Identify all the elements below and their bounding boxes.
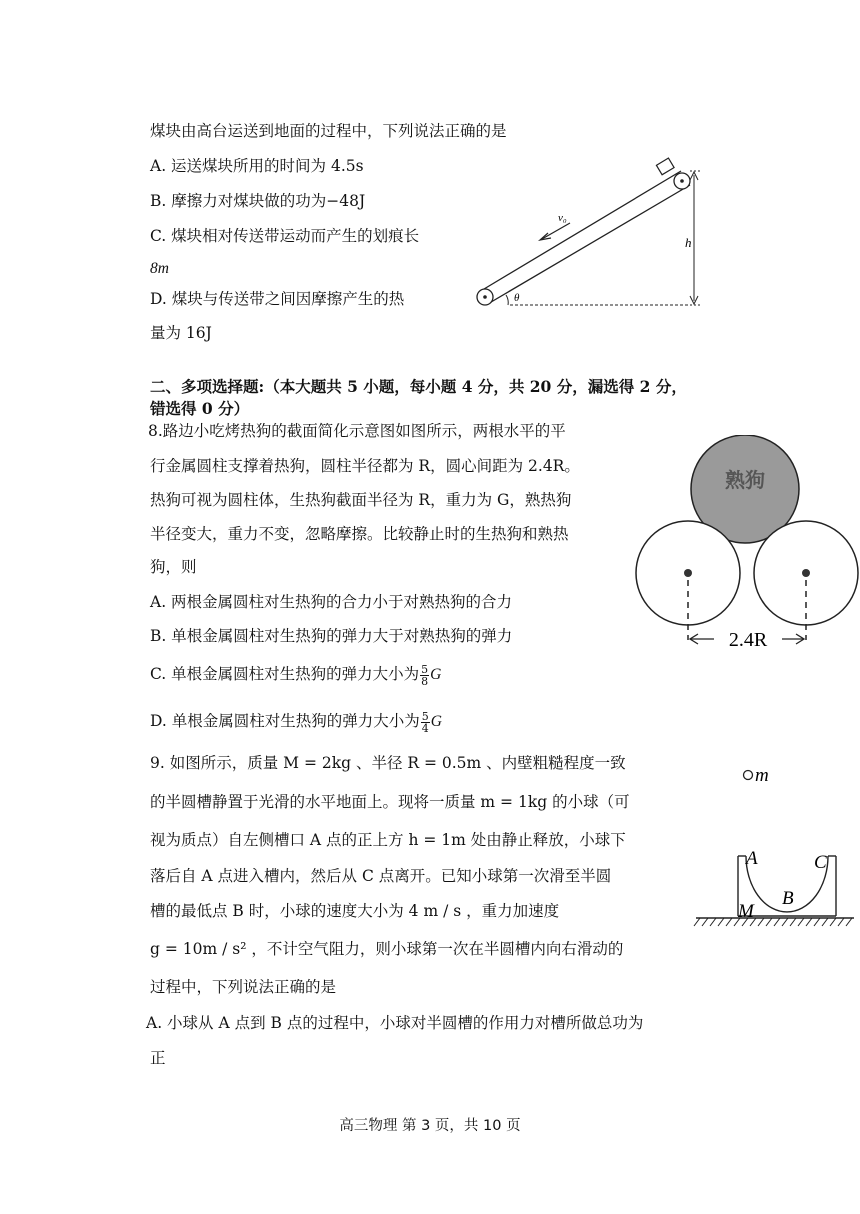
height-label: h [685,235,692,250]
point-b-label: B [782,888,794,909]
q7-stem: 煤块由高台运送到地面的过程中，下列说法正确的是 [150,122,507,140]
groove-mass-label: M [738,901,754,922]
q9-stem-line5: 槽的最低点 B 时，小球的速度大小为 4 m / s ，重力加速度 [150,902,560,920]
distance-label: 2.4R [728,629,768,650]
point-c-label: C [814,852,827,873]
q7-option-c-line1: C. 煤块相对传送带运动而产生的划痕长 [150,227,420,245]
q7-option-c-line2: 8m [150,260,169,277]
q9-stem-line1: 9. 如图所示，质量 M = 2kg 、半径 R = 0.5m 、内壁粗糙程度一致 [150,754,626,772]
hotdog-label: 熟狗 [725,470,765,492]
q8-stem-line3: 热狗可视为圆柱体，生热狗截面半径为 R，重力为 G，熟热狗 [150,491,572,509]
q9-stem-line4: 落后自 A 点进入槽内，然后从 C 点离开。已知小球第一次滑至半圆 [150,867,612,885]
q9-option-a-line2: 正 [150,1049,166,1067]
q8-stem-line1: 8.路边小吃烤热狗的截面简化示意图如图所示，两根水平的平 [148,422,566,440]
ball-label: m [755,765,769,786]
q8-option-d-symbol: G [430,713,442,730]
velocity-label: v₀ [558,212,567,224]
left-center-dot [684,569,692,577]
q9-option-a-line1: A. 小球从 A 点到 B 点的过程中，小球对半圆槽的作用力对槽所做总功为 [146,1014,644,1032]
q9-stem-line6: g = 10m / s² ，不计空气阻力，则小球第一次在半圆槽内向右滑动的 [150,940,624,958]
q8-option-d [150,710,442,734]
q8-option-d-numerator: 5 [421,709,429,723]
q8-option-a: A. 两根金属圆柱对生热狗的合力小于对熟热狗的合力 [150,593,513,611]
hotdog-figure [630,435,860,650]
q8-option-c-text: C. 单根金属圆柱对生热狗的弹力大小为 [150,665,420,683]
q8-option-c-denominator: 8 [421,674,429,688]
half-groove-figure [688,760,858,935]
q9-stem-line2: 的半圆槽静置于光滑的水平地面上。现将一质量 m = 1kg 的小球（可 [150,793,630,811]
right-center-dot [802,569,810,577]
ball-icon [744,771,753,780]
q7-option-d-line1: D. 煤块与传送带之间因摩擦产生的热 [150,290,405,308]
q8-option-c [150,663,441,687]
conveyor-belt-figure [470,155,720,315]
angle-label: θ [514,292,520,304]
section2-title-line2: 错选得 0 分） [150,399,250,418]
q8-option-c-numerator: 5 [421,662,429,676]
q8-stem-line5: 狗，则 [150,558,197,576]
q9-stem-line3: 视为质点）自左侧槽口 A 点的正上方 h = 1m 处由静止释放，小球下 [150,831,626,849]
q8-option-d-denominator: 4 [421,721,429,735]
q8-stem-line2: 行金属圆柱支撑着热狗，圆柱半径都为 R，圆心间距为 2.4R。 [150,457,580,475]
q8-option-d-text: D. 单根金属圆柱对生热狗的弹力大小为 [150,712,420,730]
q8-option-b: B. 单根金属圆柱对生热狗的弹力大于对熟热狗的弹力 [150,627,513,645]
q7-option-b: B. 摩擦力对煤块做的功为−48J [150,192,366,210]
q8-option-c-symbol: G [430,666,442,683]
section2-title-line1: 二、多项选择题:（本大题共 5 小题，每小题 4 分，共 20 分，漏选得 2 分， [150,377,687,396]
q8-stem-line4: 半径变大，重力不变，忽略摩擦。比较静止时的生热狗和熟热 [150,525,569,543]
q8-option-d-fraction [421,711,430,734]
point-a-label: A [746,848,758,869]
q7-option-a: A. 运送煤块所用的时间为 4.5s [150,157,364,175]
q8-option-c-fraction [420,664,429,687]
q7-option-d-line2: 量为 16J [150,324,212,342]
q9-stem-line7: 过程中，下列说法正确的是 [150,978,337,996]
page-footer: 高三物理 第 3 页，共 10 页 [339,1118,521,1134]
